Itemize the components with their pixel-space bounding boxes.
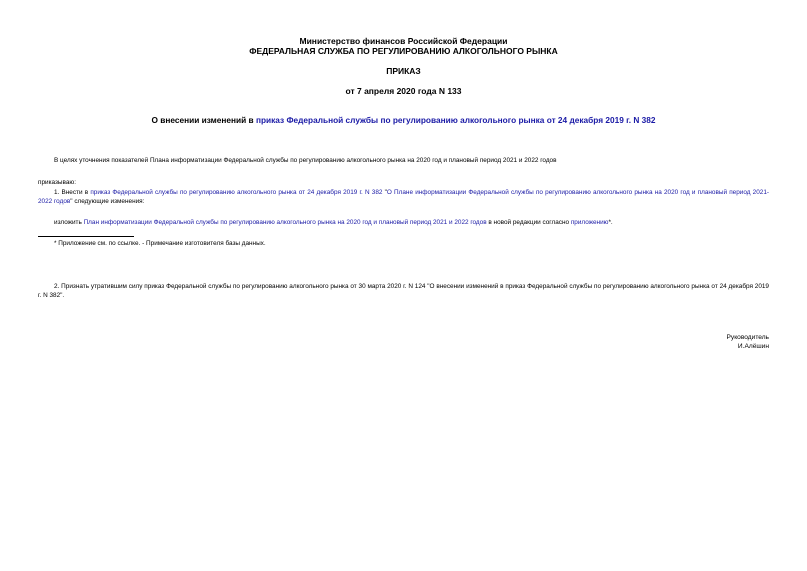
item1-paragraph: [38, 188, 769, 206]
footnote-text: * Приложение см. по ссылке. - Примечание изготовителя базы данных.: [54, 240, 266, 247]
statement-plan-link[interactable]: План информатизации Федеральной службы по регулированию алкогольного рынка на 2020 год и плановый период 2021 и 2022 годов: [83, 219, 487, 226]
ministry-name: Министерство финансов Российской Федерации: [299, 36, 508, 46]
item1-prefix: 1. Внести в: [54, 189, 91, 196]
statement-mid: в новой редакции согласно: [486, 219, 571, 226]
statement-appendix-link[interactable]: приложению: [570, 219, 609, 226]
item1-order-link[interactable]: приказ Федеральной службы по регулированию алкогольного рынка от 24 декабря 2019 г. N 382: [90, 189, 383, 196]
title-link[interactable]: приказ Федеральной службы по регулированию алкогольного рынка от 24 декабря 2019 г. N 382: [255, 115, 656, 125]
statement-paragraph: [54, 218, 774, 227]
orders-paragraph: приказываю:: [38, 179, 76, 186]
statement-prefix: изложить: [54, 219, 84, 226]
document-date-number: от 7 апреля 2020 года N 133: [345, 86, 462, 96]
document-title: [0, 115, 807, 125]
item1-plan-link[interactable]: О Плане информатизации Федеральной службы по регулированию алкогольного рынка на 2020 год и плановый период 2021-2022 годов: [38, 189, 770, 205]
service-name: ФЕДЕРАЛЬНАЯ СЛУЖБА ПО РЕГУЛИРОВАНИЮ АЛКОГОЛЬНОГО РЫНКА: [249, 46, 558, 56]
signatory-position: Руководитель: [726, 334, 769, 341]
item2-paragraph: 2. Признать утратившим силу приказ Федеральной службы по регулированию алкогольного рынка от 30 марта 2020 г. N 124 "О внесении изменений в приказ Федеральной службы по регулированию алкогольного рынка от 24 декабря 2019 г. N 382".: [38, 283, 769, 299]
document-type: ПРИКАЗ: [386, 66, 421, 76]
preamble-paragraph: В целях уточнения показателей Плана информатизации Федеральной службы по регулированию алкогольного рынка на 2020 год и плановый период 2021 и 2022 годов: [54, 157, 557, 164]
item1-suffix: " следующие изменения:: [70, 198, 145, 205]
item1-quote-open: ": [382, 189, 387, 196]
signatory-name: И.Алёшин: [737, 343, 769, 350]
statement-suffix: *.: [608, 219, 613, 226]
footnote-divider: [38, 236, 134, 237]
title-prefix: О внесении изменений в: [151, 115, 256, 125]
